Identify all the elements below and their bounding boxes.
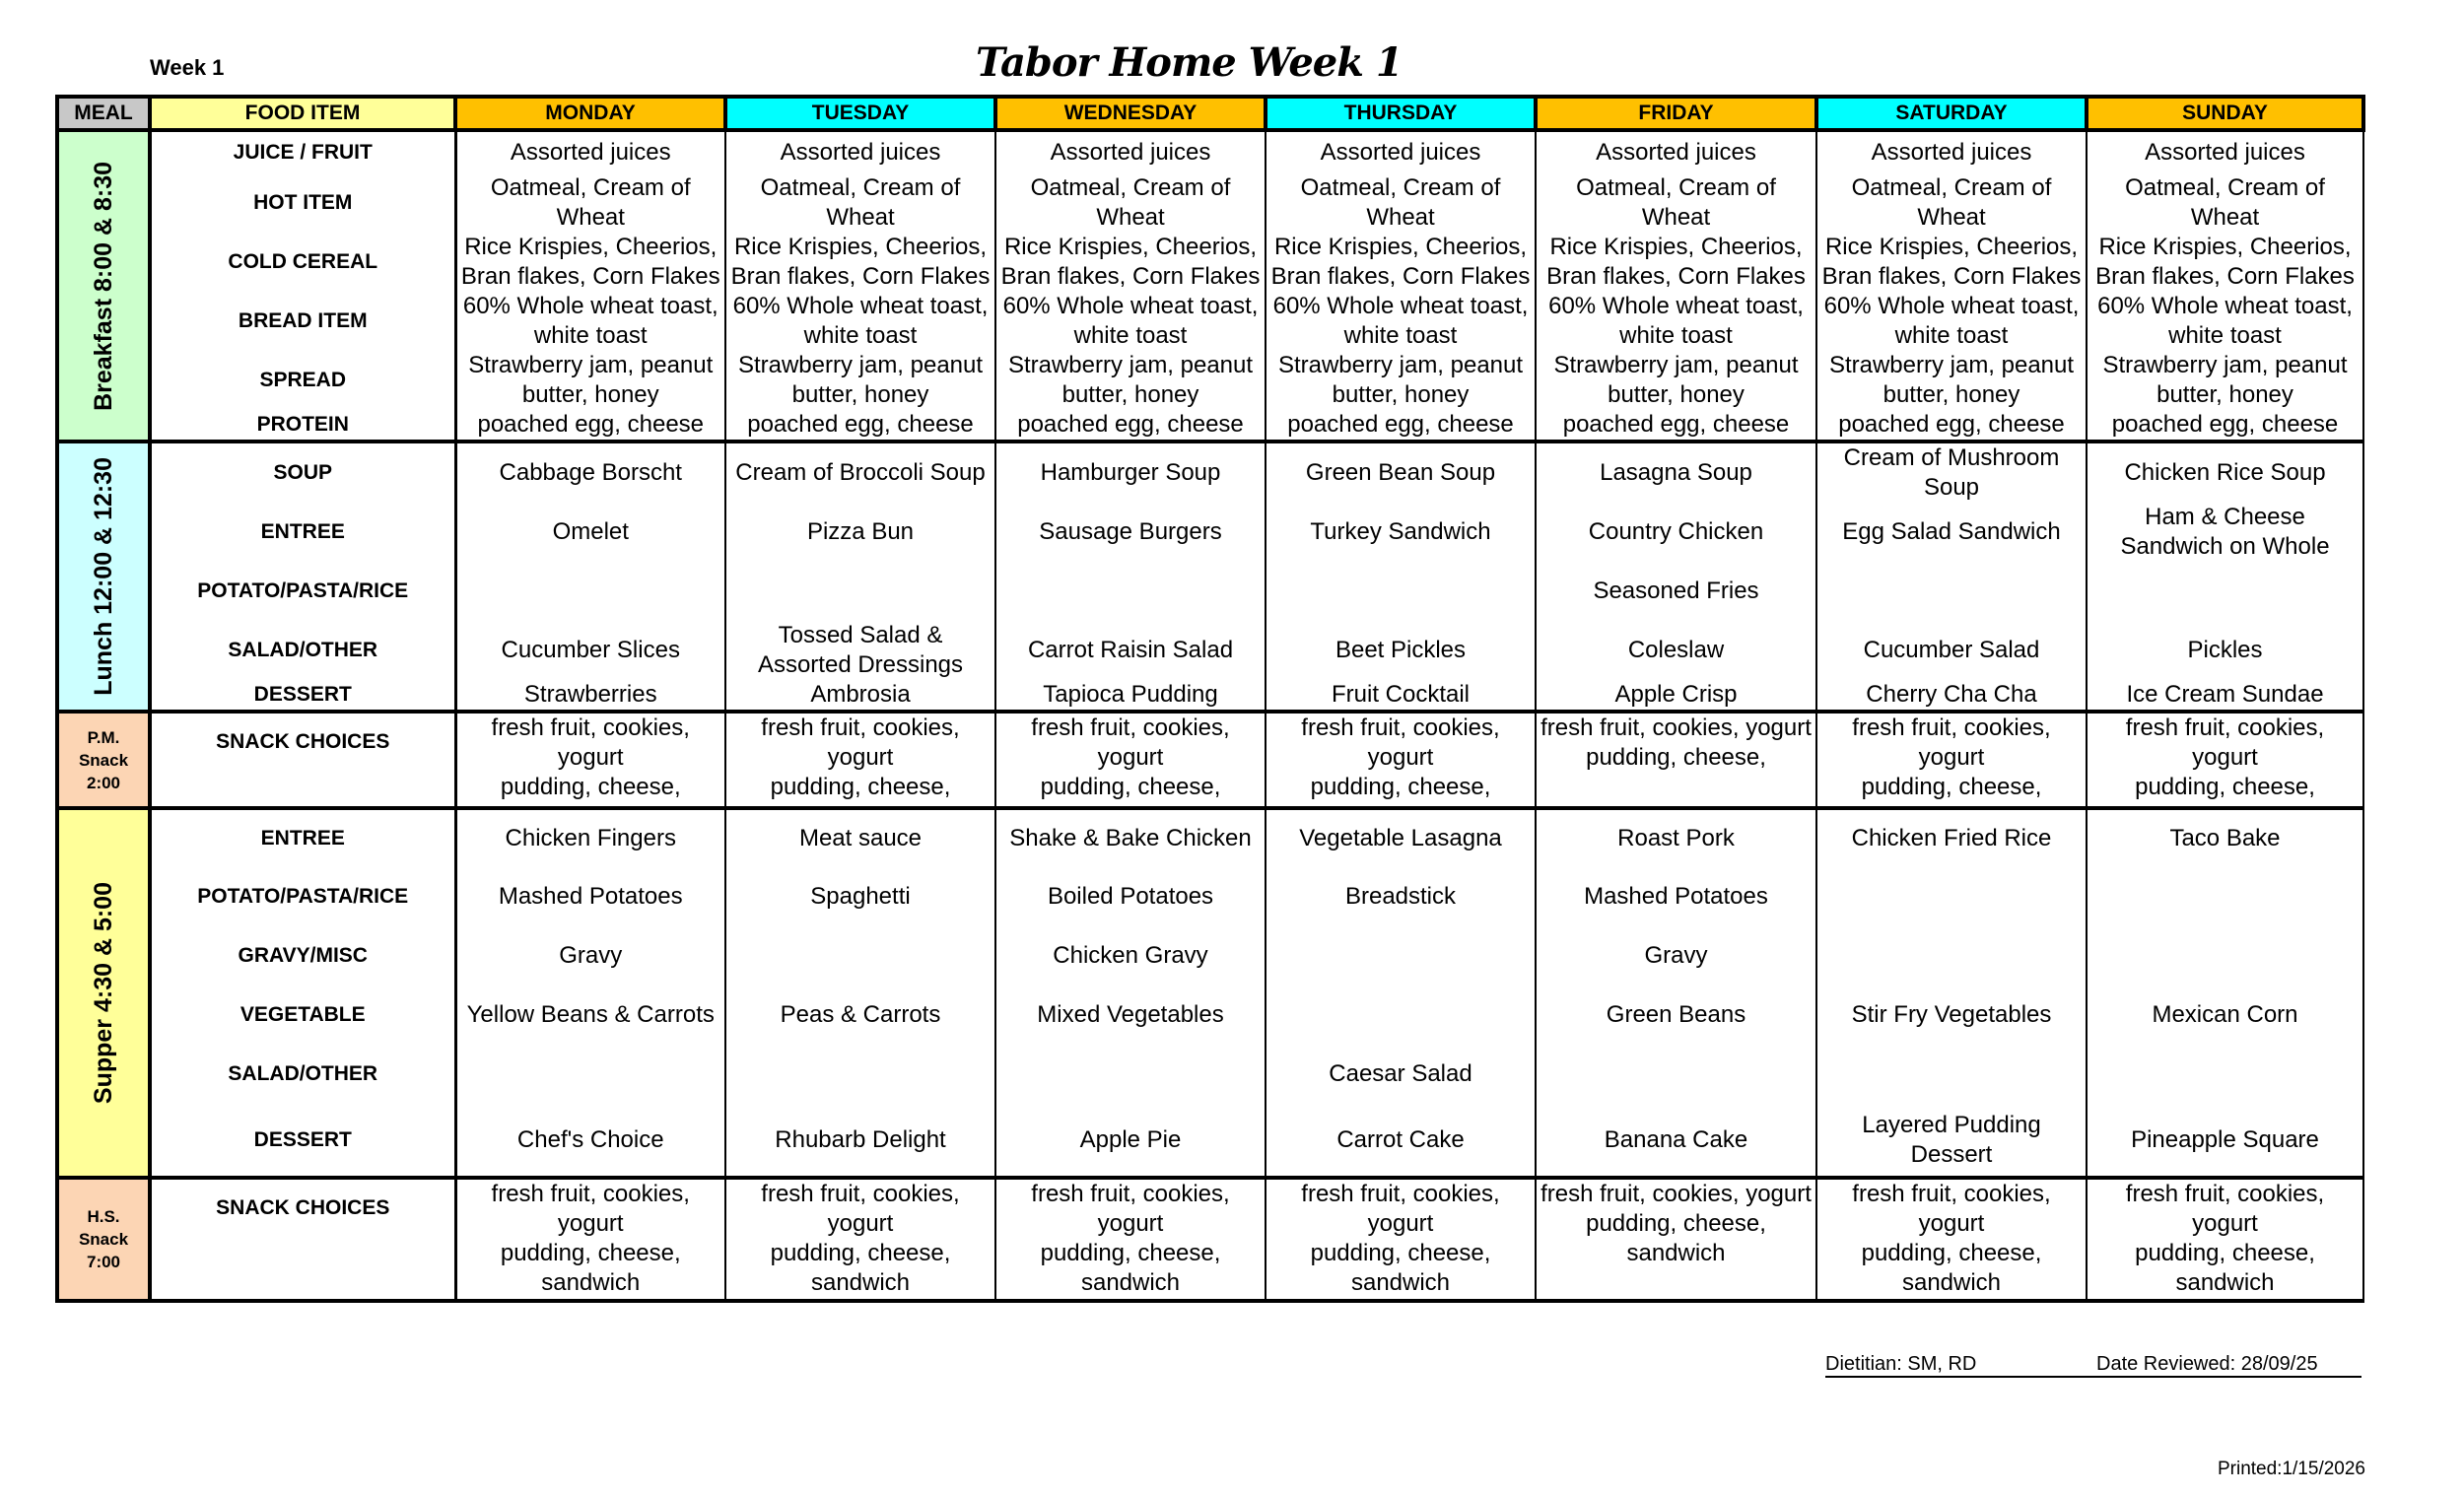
menu-cell-monday: Strawberry jam, peanut butter, honey (455, 351, 725, 410)
supper-meal-text: Supper 4:30 & 5:00 (90, 881, 117, 1105)
menu-cell-tuesday: Cream of Broccoli Soup (725, 442, 995, 503)
table-row (57, 1178, 2363, 1301)
footer-divider (1825, 1376, 2361, 1378)
food-item-label: POTATO/PASTA/RICE (150, 867, 455, 926)
snack-cell-thursday (1266, 712, 1536, 808)
food-item-label: POTATO/PASTA/RICE (150, 562, 455, 621)
snack-line-1: fresh fruit, cookies, yogurt (1031, 714, 1230, 771)
menu-cell-tuesday: Pizza Bun (725, 503, 995, 562)
table-row (57, 503, 2363, 562)
dietitian-label: Dietitian: SM, RD (1825, 1353, 1977, 1375)
breakfast-meal-text: Breakfast 8:00 & 8:30 (90, 161, 117, 411)
menu-cell-friday: Lasagna Soup (1536, 442, 1816, 503)
snack-line-1: fresh fruit, cookies, yogurt (1852, 714, 2051, 771)
menu-cell-friday: Apple Crisp (1536, 680, 1816, 712)
hs_snack-meal-text (59, 1205, 148, 1273)
menu-cell-saturday (1816, 867, 2087, 926)
menu-cell-friday: Banana Cake (1536, 1104, 1816, 1178)
table-row (57, 986, 2363, 1045)
snack-cell-sunday (2087, 1178, 2363, 1301)
menu-cell-sunday: Ice Cream Sundae (2087, 680, 2363, 712)
menu-cell-tuesday: Peas & Carrots (725, 986, 995, 1045)
menu-cell-sunday: poached egg, cheese (2087, 410, 2363, 442)
menu-cell-thursday: Vegetable Lasagna (1266, 808, 1536, 867)
menu-cell-friday: Assorted juices (1536, 130, 1816, 173)
pm_snack-meal-text (59, 726, 148, 794)
food-item-label: COLD CEREAL (150, 233, 455, 292)
menu-cell-saturday: poached egg, cheese (1816, 410, 2087, 442)
pm_snack-label-line: 2:00 (86, 773, 121, 792)
menu-cell-sunday: Mexican Corn (2087, 986, 2363, 1045)
table-row (57, 1045, 2363, 1104)
snack-line-2: pudding, cheese, sandwich (2135, 1240, 2315, 1296)
menu-table (55, 95, 2365, 1303)
menu-cell-friday: Strawberry jam, peanut butter, honey (1536, 351, 1816, 410)
menu-cell-saturday (1816, 1045, 2087, 1104)
menu-cell-wednesday: poached egg, cheese (995, 410, 1266, 442)
snack-line-1: fresh fruit, cookies, yogurt (2125, 714, 2325, 771)
snack-cell-monday (455, 712, 725, 808)
menu-cell-monday: poached egg, cheese (455, 410, 725, 442)
menu-cell-friday: Oatmeal, Cream of Wheat (1536, 173, 1816, 233)
menu-cell-thursday: 60% Whole wheat toast, white toast (1266, 292, 1536, 351)
supper-meal-label (57, 808, 150, 1178)
header-row (57, 97, 2363, 130)
snack-line-1: fresh fruit, cookies, yogurt (1540, 714, 1812, 741)
menu-cell-friday: Gravy (1536, 926, 1816, 986)
snack-line-1: fresh fruit, cookies, yogurt (761, 714, 960, 771)
menu-cell-saturday: Cucumber Salad (1816, 621, 2087, 680)
menu-cell-monday: Mashed Potatoes (455, 867, 725, 926)
menu-cell-thursday: Beet Pickles (1266, 621, 1536, 680)
pm_snack-label-line: P.M. (87, 727, 120, 747)
menu-cell-sunday: Strawberry jam, peanut butter, honey (2087, 351, 2363, 410)
menu-cell-thursday: Breadstick (1266, 867, 1536, 926)
menu-body (57, 130, 2363, 1301)
lunch-meal-text: Lunch 12:00 & 12:30 (90, 457, 117, 696)
menu-cell-thursday: poached egg, cheese (1266, 410, 1536, 442)
food-item-label: SNACK CHOICES (150, 1178, 455, 1301)
menu-cell-saturday: 60% Whole wheat toast, white toast (1816, 292, 2087, 351)
menu-cell-sunday: Taco Bake (2087, 808, 2363, 867)
menu-cell-tuesday: 60% Whole wheat toast, white toast (725, 292, 995, 351)
table-row (57, 292, 2363, 351)
menu-cell-monday: 60% Whole wheat toast, white toast (455, 292, 725, 351)
food-item-label: HOT ITEM (150, 173, 455, 233)
menu-cell-monday: Assorted juices (455, 130, 725, 173)
menu-cell-monday: Cabbage Borscht (455, 442, 725, 503)
pm_snack-label-line: Snack (78, 750, 129, 770)
menu-cell-wednesday: Hamburger Soup (995, 442, 1266, 503)
menu-cell-wednesday: 60% Whole wheat toast, white toast (995, 292, 1266, 351)
food-item-label: SALAD/OTHER (150, 1045, 455, 1104)
menu-cell-sunday: Assorted juices (2087, 130, 2363, 173)
menu-cell-thursday (1266, 986, 1536, 1045)
snack-line-2: pudding, cheese, (1310, 774, 1491, 800)
menu-cell-saturday: Egg Salad Sandwich (1816, 503, 2087, 562)
menu-cell-wednesday: Sausage Burgers (995, 503, 1266, 562)
menu-cell-friday: 60% Whole wheat toast, white toast (1536, 292, 1816, 351)
day-header-monday: MONDAY (455, 97, 725, 130)
breakfast-meal-label (57, 130, 150, 442)
table-row (57, 621, 2363, 680)
snack-line-1: fresh fruit, cookies, yogurt (761, 1181, 960, 1237)
menu-cell-friday: Coleslaw (1536, 621, 1816, 680)
day-header-sunday: SUNDAY (2087, 97, 2363, 130)
menu-cell-sunday (2087, 562, 2363, 621)
food-item-label: SALAD/OTHER (150, 621, 455, 680)
food-item-label: JUICE / FRUIT (150, 130, 455, 173)
menu-cell-monday: Chef's Choice (455, 1104, 725, 1178)
food-item-label: PROTEIN (150, 410, 455, 442)
menu-cell-sunday: Oatmeal, Cream of Wheat (2087, 173, 2363, 233)
menu-cell-monday: Chicken Fingers (455, 808, 725, 867)
menu-cell-wednesday: Rice Krispies, Cheerios, Bran flakes, Corn Flakes (995, 233, 1266, 292)
menu-cell-thursday (1266, 562, 1536, 621)
menu-cell-wednesday: Assorted juices (995, 130, 1266, 173)
food-item-label: DESSERT (150, 1104, 455, 1178)
menu-cell-sunday: Pineapple Square (2087, 1104, 2363, 1178)
menu-cell-saturday: Assorted juices (1816, 130, 2087, 173)
menu-cell-monday: Yellow Beans & Carrots (455, 986, 725, 1045)
pm_snack-meal-label (57, 712, 150, 808)
snack-line-2: pudding, cheese, (1586, 744, 1766, 771)
snack-line-2: pudding, cheese, sandwich (1586, 1210, 1766, 1266)
menu-cell-sunday (2087, 926, 2363, 986)
meal-column-header: MEAL (57, 97, 150, 130)
menu-cell-thursday: Fruit Cocktail (1266, 680, 1536, 712)
food-item-label: SPREAD (150, 351, 455, 410)
menu-cell-thursday: Caesar Salad (1266, 1045, 1536, 1104)
lunch-meal-label (57, 442, 150, 712)
snack-line-2: pudding, cheese, sandwich (500, 1240, 681, 1296)
snack-line-2: pudding, cheese, sandwich (770, 1240, 951, 1296)
menu-cell-saturday: Strawberry jam, peanut butter, honey (1816, 351, 2087, 410)
menu-cell-tuesday (725, 1045, 995, 1104)
hs_snack-label-line: H.S. (87, 1207, 120, 1226)
menu-cell-wednesday: Apple Pie (995, 1104, 1266, 1178)
menu-cell-tuesday: Rice Krispies, Cheerios, Bran flakes, Corn Flakes (725, 233, 995, 292)
snack-line-1: fresh fruit, cookies, yogurt (1540, 1181, 1812, 1207)
menu-cell-monday: Cucumber Slices (455, 621, 725, 680)
food-item-label: GRAVY/MISC (150, 926, 455, 986)
menu-cell-friday: Rice Krispies, Cheerios, Bran flakes, Corn Flakes (1536, 233, 1816, 292)
menu-cell-tuesday: Tossed Salad & Assorted Dressings (725, 621, 995, 680)
printed-date: Printed:1/15/2026 (2217, 1459, 2365, 1479)
day-header-tuesday: TUESDAY (725, 97, 995, 130)
menu-cell-thursday: Rice Krispies, Cheerios, Bran flakes, Corn Flakes (1266, 233, 1536, 292)
menu-cell-friday: Mashed Potatoes (1536, 867, 1816, 926)
day-header-friday: FRIDAY (1536, 97, 1816, 130)
menu-cell-thursday: Carrot Cake (1266, 1104, 1536, 1178)
snack-cell-wednesday (995, 712, 1266, 808)
snack-line-1: fresh fruit, cookies, yogurt (491, 1181, 690, 1237)
hs_snack-label-line: 7:00 (86, 1253, 121, 1271)
food-item-label: DESSERT (150, 680, 455, 712)
snack-cell-monday (455, 1178, 725, 1301)
snack-line-2: pudding, cheese, sandwich (1310, 1240, 1491, 1296)
menu-cell-sunday (2087, 867, 2363, 926)
food-item-label: ENTREE (150, 808, 455, 867)
snack-cell-friday (1536, 712, 1816, 808)
table-row (57, 926, 2363, 986)
menu-cell-thursday: Green Bean Soup (1266, 442, 1536, 503)
menu-cell-wednesday (995, 562, 1266, 621)
menu-cell-thursday: Strawberry jam, peanut butter, honey (1266, 351, 1536, 410)
menu-cell-tuesday (725, 926, 995, 986)
day-header-wednesday: WEDNESDAY (995, 97, 1266, 130)
menu-cell-wednesday: Boiled Potatoes (995, 867, 1266, 926)
snack-cell-friday (1536, 1178, 1816, 1301)
food-item-column-header: FOOD ITEM (150, 97, 455, 130)
snack-line-2: pudding, cheese, (2135, 774, 2315, 800)
food-item-label: ENTREE (150, 503, 455, 562)
menu-cell-tuesday: Oatmeal, Cream of Wheat (725, 173, 995, 233)
menu-cell-monday: Omelet (455, 503, 725, 562)
menu-cell-wednesday: Mixed Vegetables (995, 986, 1266, 1045)
snack-cell-saturday (1816, 712, 2087, 808)
menu-cell-saturday: Rice Krispies, Cheerios, Bran flakes, Corn Flakes (1816, 233, 2087, 292)
snack-line-1: fresh fruit, cookies, yogurt (1301, 714, 1500, 771)
menu-cell-thursday (1266, 926, 1536, 986)
menu-cell-tuesday: Strawberry jam, peanut butter, honey (725, 351, 995, 410)
menu-cell-monday (455, 1045, 725, 1104)
snack-line-2: pudding, cheese, (1861, 774, 2042, 800)
snack-line-2: pudding, cheese, (500, 774, 681, 800)
menu-cell-sunday: Rice Krispies, Cheerios, Bran flakes, Corn Flakes (2087, 233, 2363, 292)
menu-cell-wednesday: Chicken Gravy (995, 926, 1266, 986)
menu-cell-sunday: Chicken Rice Soup (2087, 442, 2363, 503)
menu-cell-saturday (1816, 562, 2087, 621)
menu-cell-thursday: Turkey Sandwich (1266, 503, 1536, 562)
menu-cell-wednesday: Shake & Bake Chicken (995, 808, 1266, 867)
menu-cell-saturday: Stir Fry Vegetables (1816, 986, 2087, 1045)
snack-line-1: fresh fruit, cookies, yogurt (1031, 1181, 1230, 1237)
food-item-label: BREAD ITEM (150, 292, 455, 351)
menu-cell-tuesday: Ambrosia (725, 680, 995, 712)
menu-cell-sunday: Ham & Cheese Sandwich on Whole (2087, 503, 2363, 562)
menu-cell-wednesday: Strawberry jam, peanut butter, honey (995, 351, 1266, 410)
menu-cell-monday (455, 562, 725, 621)
menu-cell-tuesday: Spaghetti (725, 867, 995, 926)
snack-cell-wednesday (995, 1178, 1266, 1301)
snack-cell-tuesday (725, 712, 995, 808)
day-header-saturday: SATURDAY (1816, 97, 2087, 130)
table-row (57, 1104, 2363, 1178)
menu-cell-sunday: 60% Whole wheat toast, white toast (2087, 292, 2363, 351)
menu-cell-wednesday: Oatmeal, Cream of Wheat (995, 173, 1266, 233)
menu-cell-sunday (2087, 1045, 2363, 1104)
menu-cell-wednesday (995, 1045, 1266, 1104)
table-row (57, 712, 2363, 808)
snack-line-2: pudding, cheese, sandwich (1040, 1240, 1221, 1296)
menu-cell-friday: Country Chicken (1536, 503, 1816, 562)
snack-line-2: pudding, cheese, (1040, 774, 1221, 800)
menu-cell-monday: Rice Krispies, Cheerios, Bran flakes, Corn Flakes (455, 233, 725, 292)
menu-cell-saturday: Cream of Mushroom Soup (1816, 442, 2087, 503)
menu-cell-friday: poached egg, cheese (1536, 410, 1816, 442)
menu-cell-saturday: Chicken Fried Rice (1816, 808, 2087, 867)
menu-cell-friday (1536, 1045, 1816, 1104)
menu-cell-saturday: Cherry Cha Cha (1816, 680, 2087, 712)
table-row (57, 410, 2363, 442)
table-row (57, 808, 2363, 867)
menu-cell-wednesday: Tapioca Pudding (995, 680, 1266, 712)
menu-cell-sunday: Pickles (2087, 621, 2363, 680)
table-row (57, 442, 2363, 503)
menu-cell-monday: Strawberries (455, 680, 725, 712)
menu-cell-tuesday: Rhubarb Delight (725, 1104, 995, 1178)
snack-line-2: pudding, cheese, (770, 774, 951, 800)
table-row (57, 130, 2363, 173)
menu-cell-saturday (1816, 926, 2087, 986)
snack-cell-saturday (1816, 1178, 2087, 1301)
page-title: Tabor Home Week 1 (976, 39, 1403, 86)
food-item-label: SNACK CHOICES (150, 712, 455, 808)
menu-cell-tuesday (725, 562, 995, 621)
table-row (57, 562, 2363, 621)
menu-cell-tuesday: poached egg, cheese (725, 410, 995, 442)
menu-cell-tuesday: Assorted juices (725, 130, 995, 173)
menu-cell-wednesday: Carrot Raisin Salad (995, 621, 1266, 680)
day-header-thursday: THURSDAY (1266, 97, 1536, 130)
date-reviewed-label: Date Reviewed: 28/09/25 (2096, 1353, 2318, 1375)
menu-cell-tuesday: Meat sauce (725, 808, 995, 867)
table-row (57, 680, 2363, 712)
table-row (57, 173, 2363, 233)
snack-line-1: fresh fruit, cookies, yogurt (1852, 1181, 2051, 1237)
snack-line-1: fresh fruit, cookies, yogurt (2125, 1181, 2325, 1237)
menu-cell-friday: Green Beans (1536, 986, 1816, 1045)
hs_snack-meal-label (57, 1178, 150, 1301)
snack-line-1: fresh fruit, cookies, yogurt (1301, 1181, 1500, 1237)
week-label: Week 1 (150, 55, 225, 80)
table-row (57, 351, 2363, 410)
hs_snack-label-line: Snack (78, 1230, 129, 1249)
snack-line-2: pudding, cheese, sandwich (1861, 1240, 2042, 1296)
menu-cell-saturday: Oatmeal, Cream of Wheat (1816, 173, 2087, 233)
menu-cell-thursday: Assorted juices (1266, 130, 1536, 173)
snack-line-1: fresh fruit, cookies, yogurt (491, 714, 690, 771)
food-item-label: SOUP (150, 442, 455, 503)
menu-cell-friday: Seasoned Fries (1536, 562, 1816, 621)
menu-cell-monday: Gravy (455, 926, 725, 986)
menu-cell-thursday: Oatmeal, Cream of Wheat (1266, 173, 1536, 233)
snack-cell-thursday (1266, 1178, 1536, 1301)
table-row (57, 233, 2363, 292)
menu-cell-friday: Roast Pork (1536, 808, 1816, 867)
food-item-label: VEGETABLE (150, 986, 455, 1045)
menu-cell-saturday: Layered Pudding Dessert (1816, 1104, 2087, 1178)
snack-cell-tuesday (725, 1178, 995, 1301)
snack-cell-sunday (2087, 712, 2363, 808)
menu-cell-monday: Oatmeal, Cream of Wheat (455, 173, 725, 233)
table-row (57, 867, 2363, 926)
